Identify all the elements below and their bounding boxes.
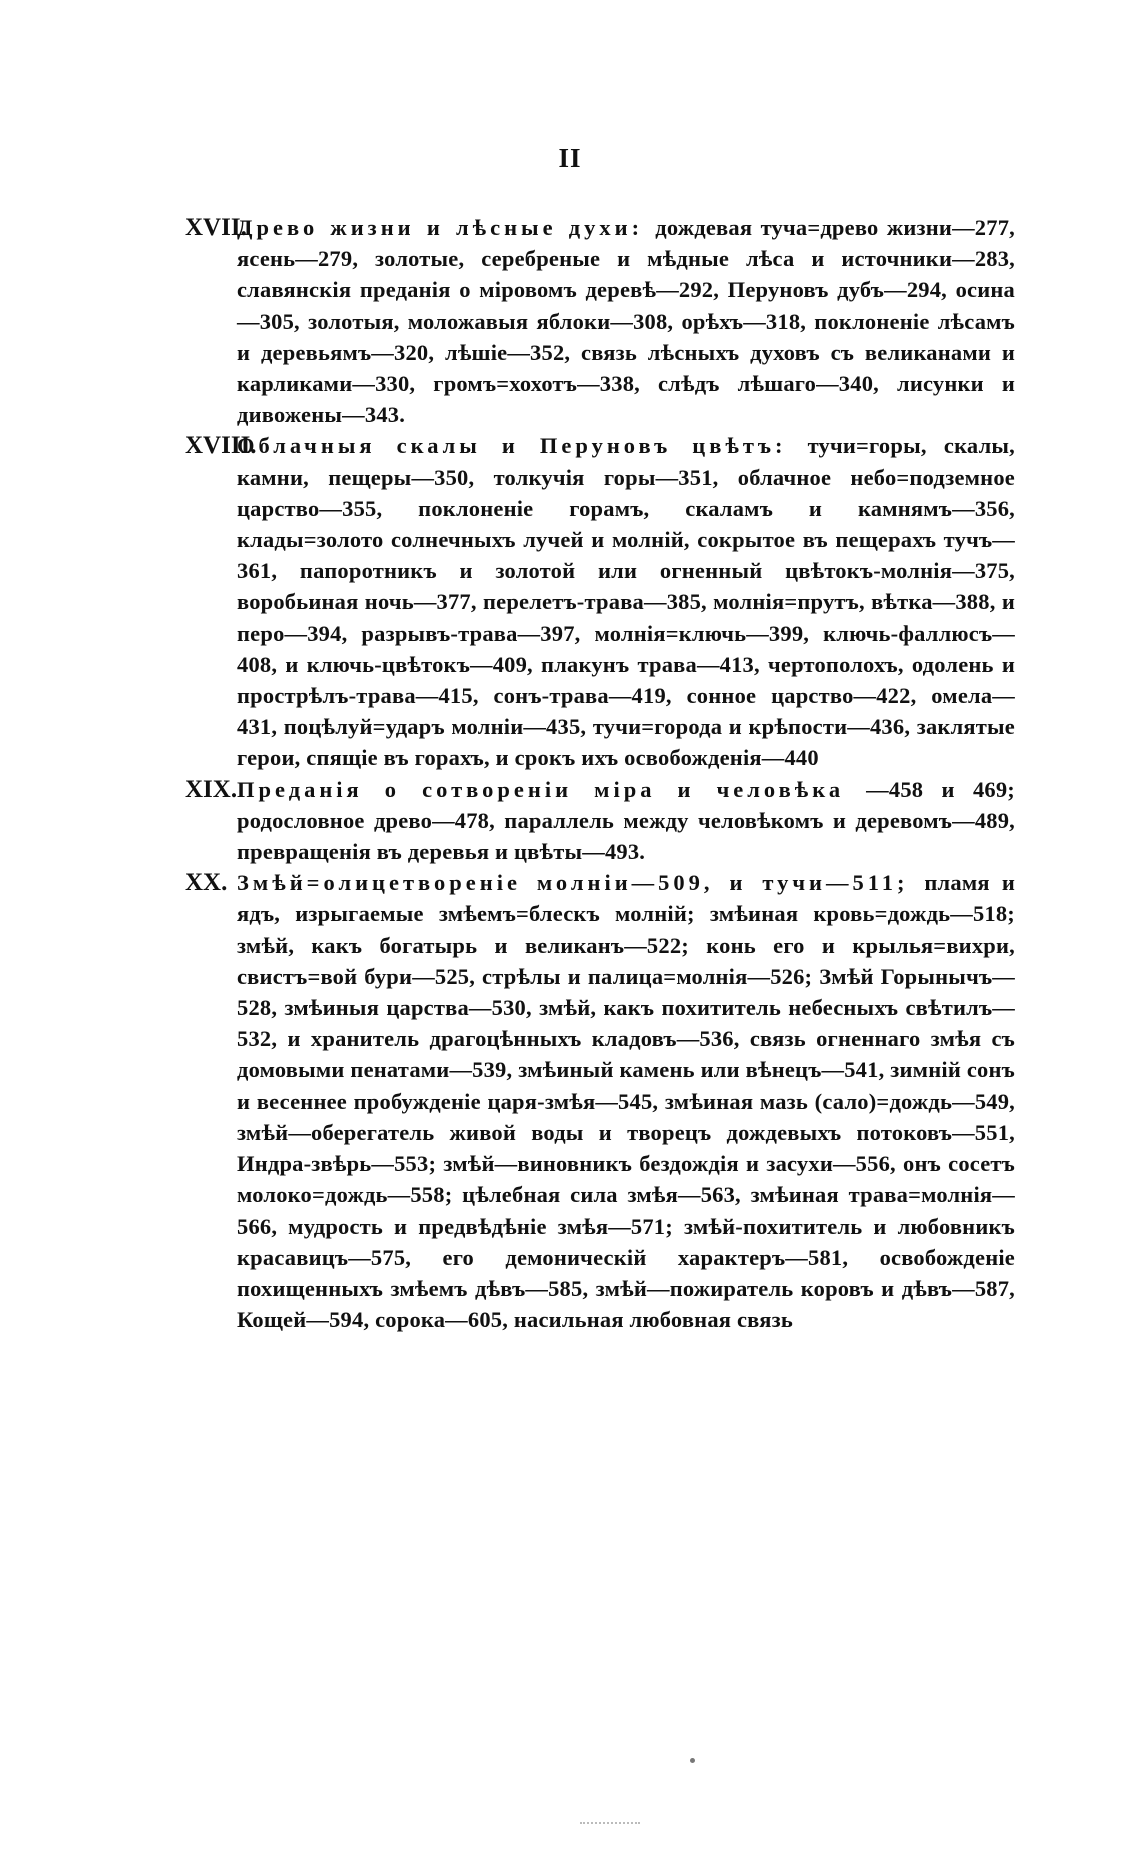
chapter-body: [237, 867, 1015, 1335]
chapter-contents: —458 и 469; родословное древо—478, параллель между человѣкомъ и деревомъ—489, превращенія въ деревья и цвѣты—493.: [237, 776, 1015, 865]
chapter-title: Преданія о сотвореніи міра и человѣка: [237, 776, 867, 802]
ink-speck: [690, 1758, 695, 1763]
chapter-entry: [185, 774, 1015, 868]
chapter-number: XVIII.: [185, 432, 257, 460]
chapter-list: [185, 212, 1015, 1335]
chapter-contents: тучи=горы, скалы, камни, пещеры—350, толкучія горы—351, облачное небо=подземное царство—355, поклоненіе горамъ, скаламъ и камнямъ—356, клады=золото солнечныхъ лучей и молній, сокрытое въ пещерахъ тучъ—361, папоротникъ и золотой или огненный цвѣтокъ-молнія—375, воробьиная ночь—377, перелетъ-трава—385, молнія=прутъ, вѣтка—388, и перо—394, разрывъ-трава—397, молнія=ключь—399, ключь-фаллюсъ—408, и ключь-цвѣтокъ—409, плакунъ трава—413, чертополохъ, одолень и прострѣлъ-трава—415, сонъ-трава—419, сонное царство—422, омела—431, поцѣлуй=ударъ молніи—435, тучи=города и крѣпости—436, заклятые герои, спящіе въ горахъ, и срокъ ихъ освобожденія—440: [237, 433, 1015, 771]
chapter-contents: пламя и ядъ, изрыгаемые змѣемъ=блескъ молній; змѣиная кровь=дождь—518; змѣй, какъ богатырь и великанъ—522; конь его и крылья=вихри, свистъ=вой бури—525, стрѣлы и палица=молнія—526; Змѣй Горынычъ—528, змѣиныя царства—530, змѣй, какъ похититель небесныхъ свѣтилъ—532, и хранитель драгоцѣнныхъ кладовъ—536, связь огненнаго змѣя съ домовыми пенатами—539, змѣиный камень или вѣнецъ—541, зимній сонъ и весеннее пробужденіе царя-змѣя—545, змѣиная мазь (сало)=дождь—549, змѣй—оберегатель живой воды и творецъ дождевыхъ потоковъ—551, Индра-звѣрь—553; змѣй—виновникъ бездождія и засухи—556, онъ сосетъ молоко=дождь—558; цѣлебная сила змѣя—563, змѣиная трава=молнія—566, мудрость и предвѣдѣніе змѣя—571; змѣй-похититель и любовникъ красавицъ—575, его демоническій характеръ—581, освобожденіе похищенныхъ змѣемъ дѣвъ—585, змѣй—пожиратель коровъ и дѣвъ—587, Кощей—594, сорока—605, насильная любовная связь: [237, 870, 1015, 1333]
scan-artifact: [580, 1822, 640, 1827]
chapter-entry: [185, 212, 1015, 430]
chapter-number: XIX.: [185, 775, 238, 803]
chapter-body: [237, 212, 1015, 430]
chapter-title: Змѣй=олицетвореніе молніи—509, и тучи—511;: [237, 870, 925, 896]
chapter-entry: [185, 430, 1015, 773]
chapter-number: XVII.: [185, 214, 247, 241]
chapter-title: Облачныя скалы и Перуновъ цвѣтъ:: [237, 433, 808, 459]
chapter-contents: дождевая туча=древо жизни—277, ясень—279, золотые, серебреные и мѣдные лѣса и источники—283, славянскія преданія о міровомъ деревѣ—292, Перуновъ дубъ—294, осина—305, золотыя, моложавыя яблоки—308, орѣхъ—318, поклоненіе лѣсамъ и деревьямъ—320, лѣшіе—352, связь лѣсныхъ духовъ съ великанами и карликами—330, громъ=хохотъ—338, слѣдъ лѣшаго—340, лисунки и дивожены—343.: [237, 215, 1015, 428]
chapter-entry: [185, 867, 1015, 1335]
chapter-number: XX.: [185, 869, 228, 897]
chapter-body: [237, 430, 1015, 773]
chapter-body: [237, 774, 1015, 868]
chapter-title: Древо жизни и лѣсные духи:: [237, 215, 656, 240]
page-number: II: [558, 143, 582, 173]
